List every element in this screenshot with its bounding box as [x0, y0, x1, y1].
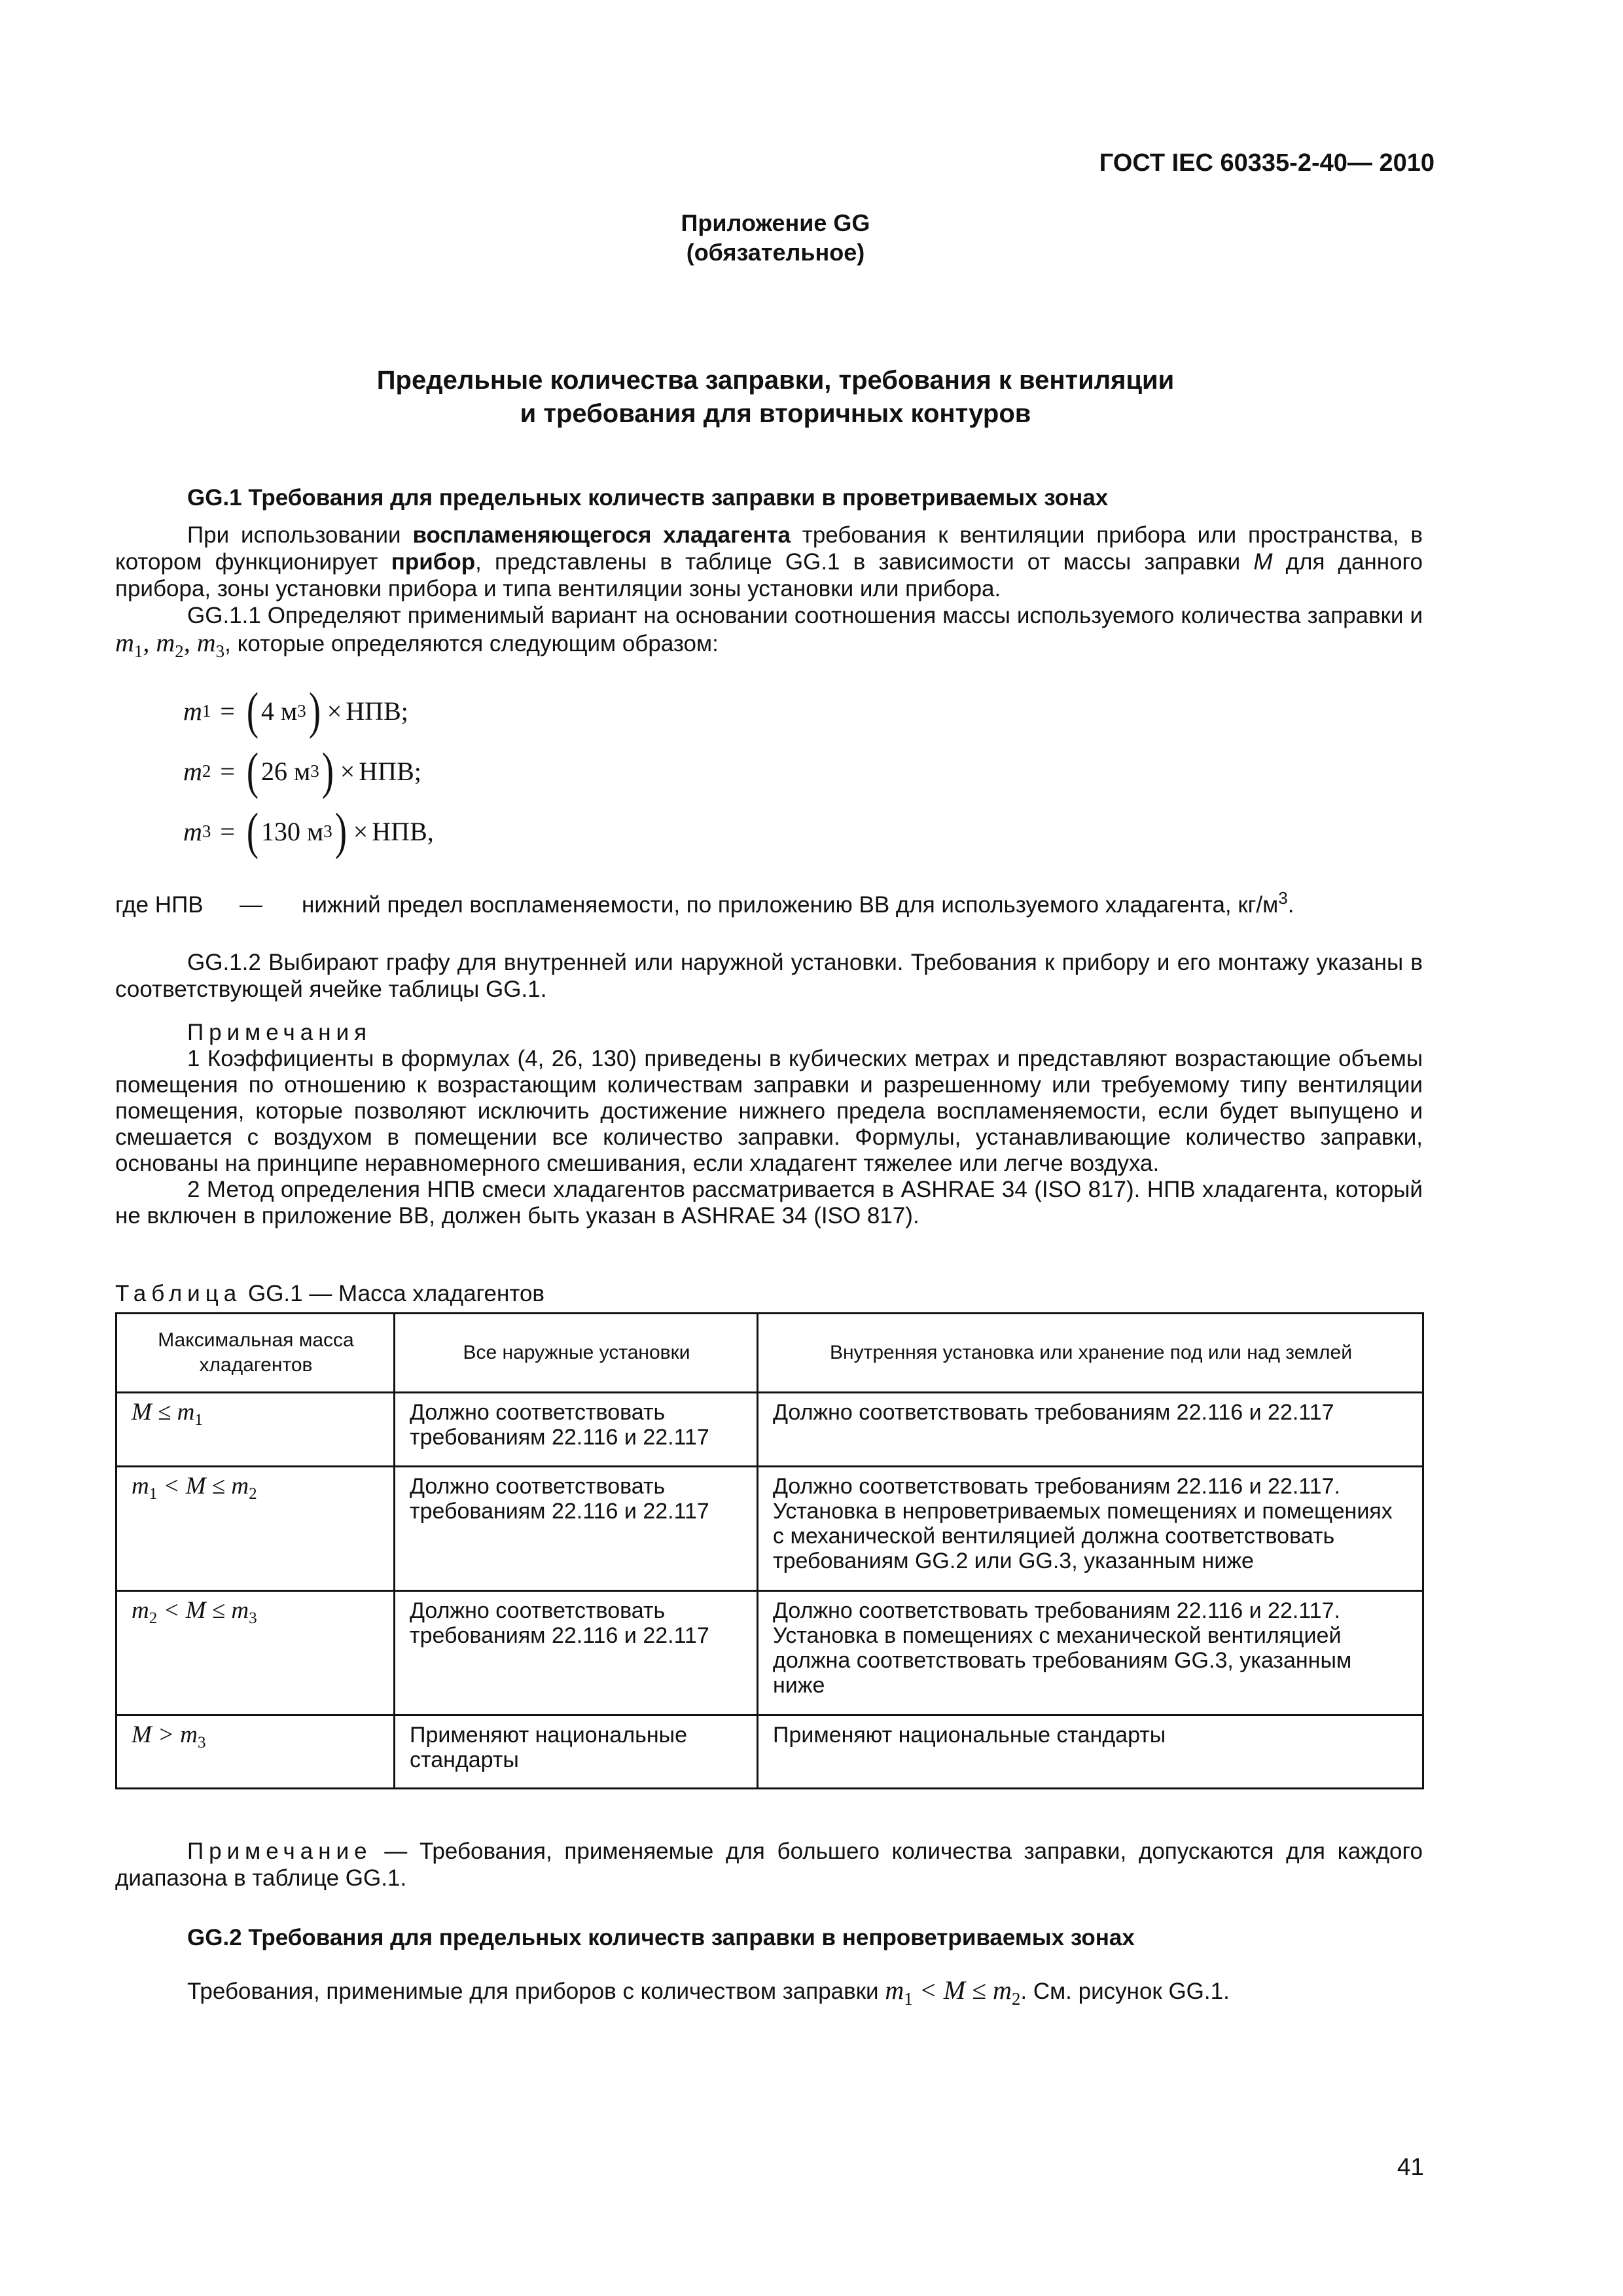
paragraph-gg-1-1	[115, 602, 1423, 665]
section-gg2-heading: GG.2 Требования для предельных количеств заправки в непроветриваемых зонах	[187, 1925, 1135, 1950]
formula-m2: m 2 = ( 26 м 3 ) × НПВ;	[183, 742, 421, 799]
term-appliance: прибор	[391, 549, 476, 575]
table-caption	[115, 1280, 544, 1307]
title-line-2: и требования для вторичных контуров	[520, 399, 1031, 428]
page-number: 41	[1397, 2153, 1424, 2180]
indoor-cell: Должно соответствовать требованиям 22.116 и 22.117. Установка в непроветриваемых помещениях и помещениях с механической вентиляцией должна соответствовать требованиям GG.2 или GG.3, указанным ниже	[758, 1467, 1423, 1591]
outdoor-cell: Применяют национальные стандарты	[395, 1715, 758, 1789]
formula-m3: m 3 = ( 130 м 3 ) × НПВ,	[183, 802, 434, 859]
section-gg2	[115, 1924, 1423, 1951]
header-max-mass: Максимальная масса хладагентов	[116, 1314, 395, 1393]
inline-math-m-list: $m_1$, $m_2$, $m_3$	[115, 628, 225, 661]
section-gg1	[115, 484, 1423, 665]
section-gg2-text: Требования, применимые для приборов с количеством заправки $m_1 < M \le m_2$. См. рисунок GG.1.	[187, 1975, 1230, 2009]
refrigerant-mass-table	[115, 1312, 1424, 1789]
paragraph-ventilation	[115, 522, 1423, 602]
legend-label: где НПВ	[115, 891, 204, 918]
legend-text: нижний предел воспламеняемости, по приложению ВВ для используемого хладагента, кг/м	[302, 891, 1279, 918]
p1-part-b: требования к вентиляции прибора или пространства, в котором функционирует	[115, 522, 1423, 575]
paragraph-gg-1-2: GG.1.2 Выбирают графу для внутренней или наружной установки. Требования к прибору и его монтажу указаны в соответствующей ячейке таблицы GG.1.	[115, 950, 1423, 1002]
table-note-text: — Требования, применяемые для большего количества заправки, допускаются для каждого диапазона в таблице GG.1.	[115, 1839, 1423, 1891]
p1-part-a: При использовании	[187, 522, 413, 548]
annex-status: (обязательное)	[686, 239, 865, 266]
outdoor-cell: Должно соответствовать требованиям 22.116 и 22.117	[395, 1393, 758, 1467]
table-row	[116, 1393, 1423, 1467]
notes-section	[115, 1020, 1423, 1229]
header-indoor: Внутренняя установка или хранение под или над землей	[758, 1314, 1423, 1393]
table-header-row	[116, 1314, 1423, 1393]
table-caption-text: GG.1 — Масса хладагентов	[247, 1281, 545, 1306]
p1-part-c: , представлены в таблице GG.1 в зависимости от массы заправки	[475, 549, 1254, 575]
formula-legend: где НПВ — нижний предел воспламеняемости, по приложению ВВ для используемого хладагента, $кг/м^3$.	[115, 888, 1294, 918]
condition-cell: $M > m_3$	[116, 1715, 395, 1789]
p1-part-d: для данного прибора, зоны установки прибора и типа вентиляции зоны установки или прибора.	[115, 549, 1423, 601]
p2-part-a: GG.1.1 Определяют применимый вариант на основании соотношения массы используемого количества заправки и	[187, 603, 1423, 628]
indoor-cell: Должно соответствовать требованиям 22.116 и 22.117	[758, 1393, 1423, 1467]
formula-block	[183, 681, 434, 861]
header-outdoor: Все наружные установки	[395, 1314, 758, 1393]
condition-cell: $m_1 < M \le m_2$	[116, 1467, 395, 1591]
condition-cell: $m_2 < M \le m_3$	[116, 1591, 395, 1715]
note-2: 2 Метод определения НПВ смеси хладагентов рассматривается в ASHRAE 34 (ISO 817). НПВ хладагента, который не включен в приложение ВВ, должен быть указан в ASHRAE 34 (ISO 817).	[115, 1177, 1423, 1229]
outdoor-cell: Должно соответствовать требованиям 22.116 и 22.117	[395, 1591, 758, 1715]
table-row	[116, 1467, 1423, 1591]
indoor-cell: Должно соответствовать требованиям 22.116 и 22.117. Установка в помещениях с механической вентиляцией должна соответствовать требованиям GG.3, указанным ниже	[758, 1591, 1423, 1715]
paragraph-gg-1-2-block	[115, 949, 1423, 1003]
term-mass-m: M	[1253, 549, 1273, 575]
annex-title: Приложение GG	[681, 209, 870, 236]
table-row	[116, 1591, 1423, 1715]
table-row	[116, 1715, 1423, 1789]
term-flammable-refrigerant: воспламеняющегося хладагента	[412, 522, 791, 548]
page-title	[0, 364, 1551, 431]
table-note-label: Примечание	[187, 1839, 372, 1864]
title-line-1: Предельные количества заправки, требования к вентиляции	[376, 366, 1175, 395]
p2-part-b: , которые определяются следующим образом:	[224, 631, 719, 656]
formula-m1: m 1 = ( 4 м 3 ) × НПВ;	[183, 682, 408, 739]
condition-cell: $M \le m_1$	[116, 1393, 395, 1467]
document-header: ГОСТ IEC 60335-2-40— 2010	[1099, 149, 1435, 177]
notes-label: Примечания	[187, 1020, 372, 1045]
inline-math-range: $m_1 < M \le m_2$	[885, 1975, 1021, 2009]
note-1: 1 Коэффициенты в формулах (4, 26, 130) приведены в кубических метрах и представляют возрастающие объемы помещения по отношению к возрастающим количествам заправки и разрешенному или требуемому типу вентиляции помещения, которые позволяют исключить достижение нижнего предела воспламеняемости, если будет выпущено и смешается с воздухом в помещении все количество заправки. Формулы, устанавливающие количество заправки, основаны на принципе неравномерного смешивания, если хладагент тяжелее или легче воздуха.	[115, 1046, 1423, 1176]
legend-exp: 3	[1278, 888, 1288, 908]
indoor-cell: Применяют национальные стандарты	[758, 1715, 1423, 1789]
annex-heading	[0, 208, 1551, 267]
table-note	[115, 1838, 1423, 1892]
legend-dash: —	[240, 891, 262, 918]
section-gg1-heading: GG.1 Требования для предельных количеств заправки в проветриваемых зонах	[187, 485, 1109, 511]
table-caption-label: Таблица	[115, 1281, 242, 1306]
outdoor-cell: Должно соответствовать требованиям 22.116 и 22.117	[395, 1467, 758, 1591]
